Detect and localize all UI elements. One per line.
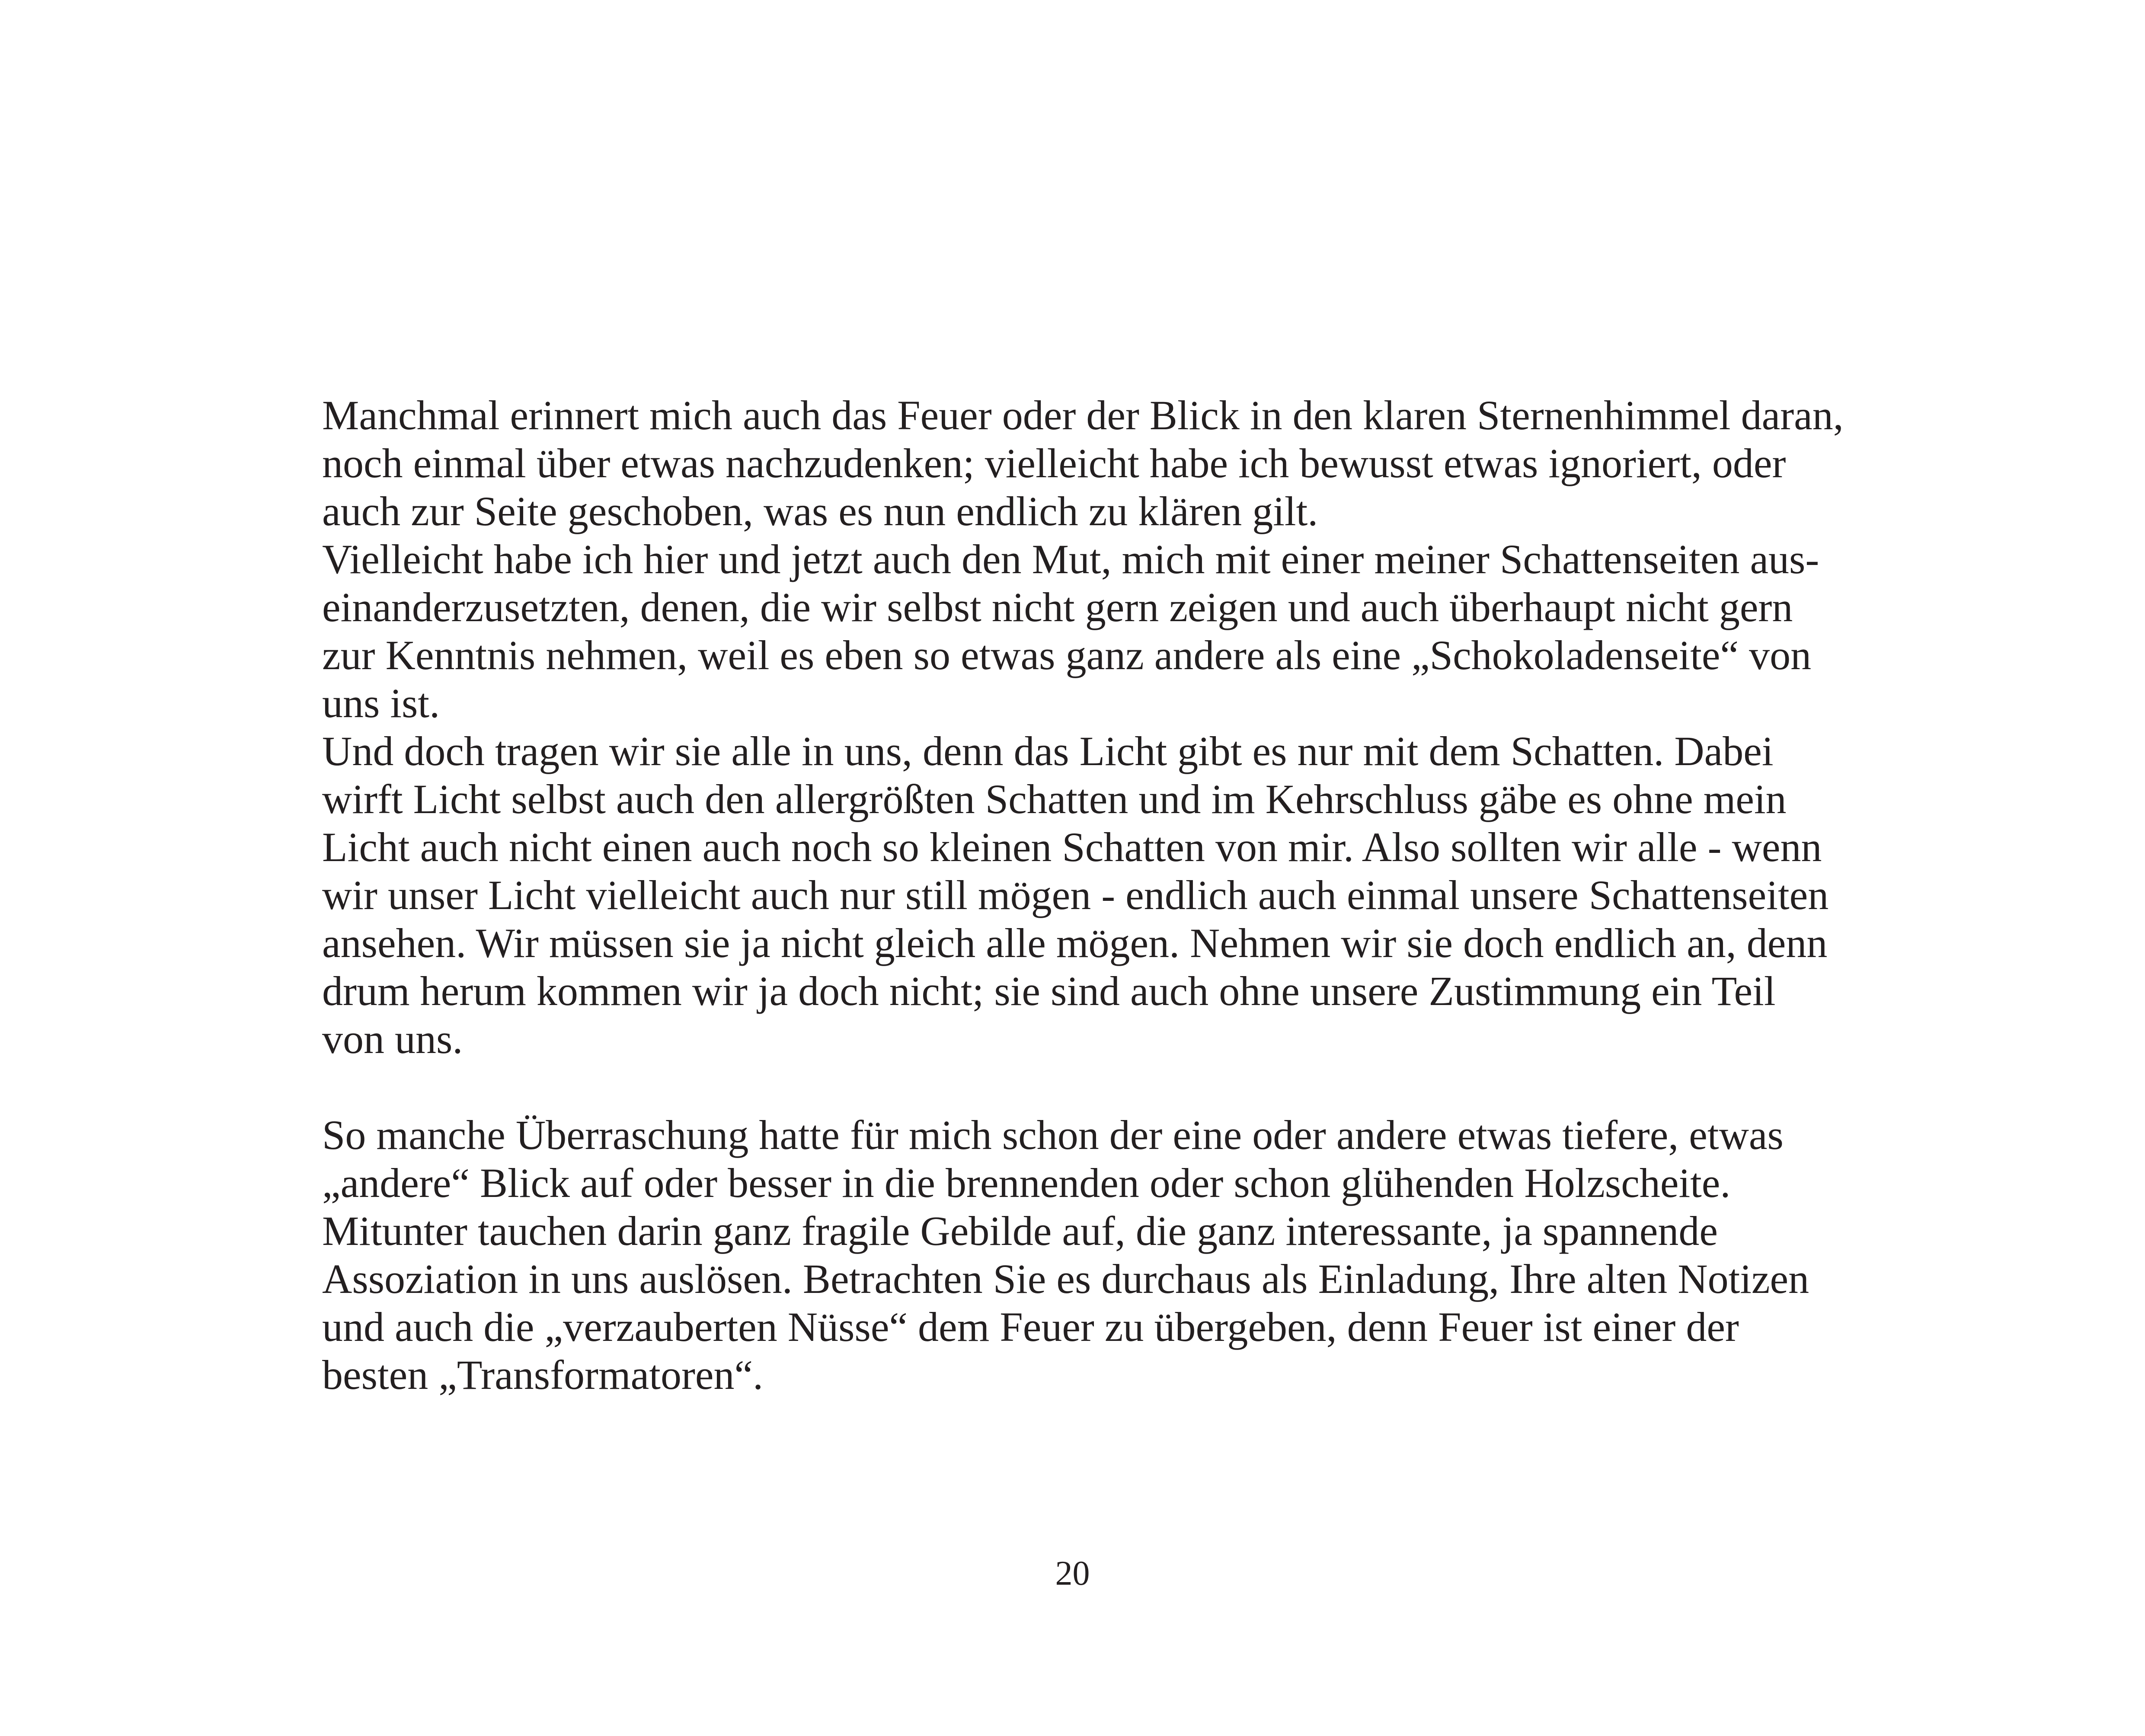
text-line: und auch die „verzauberten Nüsse“ dem Feuer zu übergeben, denn Feuer ist einer der	[322, 1304, 1739, 1350]
text-line: zur Kenntnis nehmen, weil es eben so etwas ganz andere als eine „Schokoladenseite“ von	[322, 632, 1812, 678]
text-line: noch einmal über etwas nachzudenken; vielleicht habe ich bewusst etwas ignoriert, oder	[322, 440, 1786, 486]
text-line: Licht auch nicht einen auch noch so kleinen Schatten von mir. Also sollten wir alle - wenn	[322, 824, 1822, 870]
text-line: Assoziation in uns auslösen. Betrachten Sie es durchaus als Einladung, Ihre alten Notizen	[322, 1256, 1809, 1302]
body-text	[322, 391, 1948, 1399]
paragraph-spacer	[322, 1063, 1948, 1111]
paragraph-4	[322, 1111, 1948, 1399]
text-line: auch zur Seite geschoben, was es nun endlich zu klären gilt.	[322, 488, 1318, 534]
text-line: ansehen. Wir müssen sie ja nicht gleich alle mögen. Nehmen wir sie doch endlich an, denn	[322, 920, 1828, 966]
text-line: Vielleicht habe ich hier und jetzt auch den Mut, mich mit einer meiner Schattenseiten aus-	[322, 536, 1819, 582]
text-line: So manche Überraschung hatte für mich schon der eine oder andere etwas tiefere, etwas	[322, 1112, 1784, 1158]
text-line: uns ist.	[322, 680, 440, 726]
text-line: drum herum kommen wir ja doch nicht; sie sind auch ohne unsere Zustimmung ein Teil	[322, 968, 1776, 1014]
paragraph-2	[322, 535, 1948, 727]
paragraph-1	[322, 391, 1948, 535]
page-number: 20	[1055, 1554, 1090, 1592]
text-line: Und doch tragen wir sie alle in uns, denn das Licht gibt es nur mit dem Schatten. Dabei	[322, 728, 1774, 774]
text-line: „andere“ Blick auf oder besser in die brennenden oder schon glühenden Holzscheite.	[322, 1160, 1731, 1206]
text-line: besten „Transformatoren“.	[322, 1352, 764, 1398]
text-line: von uns.	[322, 1016, 463, 1062]
paragraph-3	[322, 727, 1948, 1063]
text-line: einanderzusetzten, denen, die wir selbst nicht gern zeigen und auch überhaupt nicht gern	[322, 584, 1793, 630]
text-line: wir unser Licht vielleicht auch nur still mögen - endlich auch einmal unsere Schattenseiten	[322, 872, 1829, 918]
text-line: wirft Licht selbst auch den allergrößten Schatten und im Kehrschluss gäbe es ohne mein	[322, 776, 1787, 822]
text-line: Manchmal erinnert mich auch das Feuer oder der Blick in den klaren Sternenhimmel daran,	[322, 392, 1844, 438]
text-line: Mitunter tauchen darin ganz fragile Gebilde auf, die ganz interessante, ja spannende	[322, 1208, 1718, 1254]
